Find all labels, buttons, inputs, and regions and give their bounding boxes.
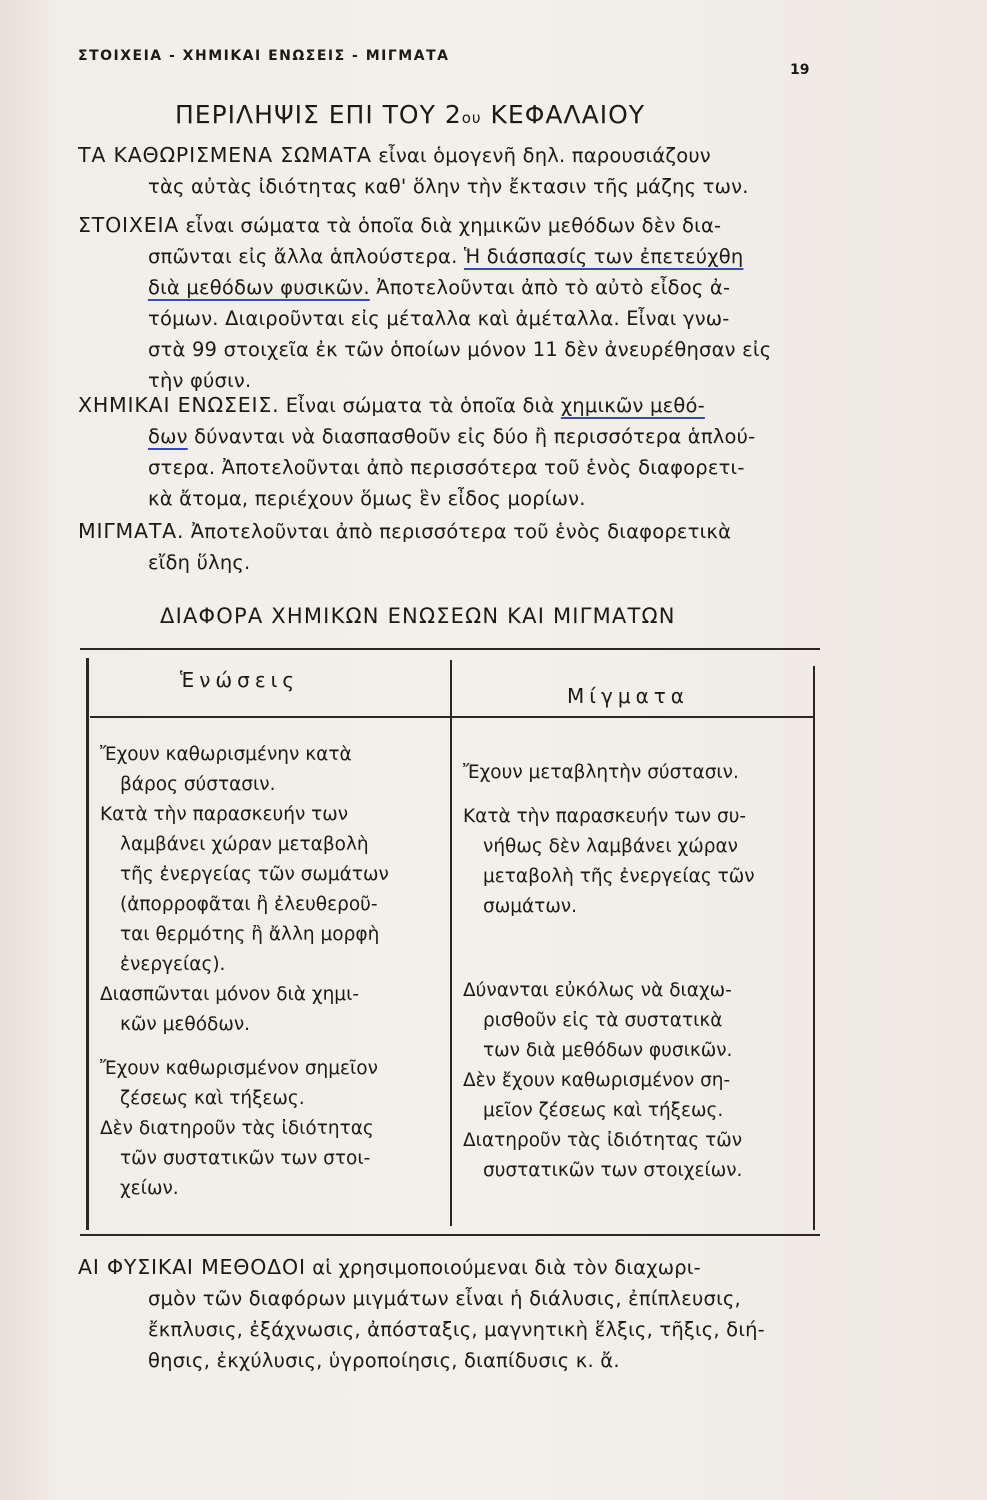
table-top-rule <box>80 648 820 650</box>
paragraph-line <box>78 272 820 303</box>
cell-line: Ἔχουν μεταβλητὴν σύστασιν. <box>463 762 739 783</box>
comparison-table <box>80 648 820 1238</box>
chapter-title-main: ΠΕΡΙΛΗΨΙΣ ΕΠΙ ΤΟΥ 2 <box>175 100 462 129</box>
paragraph-line: εἴδη ὕλης. <box>148 551 251 574</box>
term-chemical-compounds: ΧΗΜΙΚΑΙ ΕΝΩΣΕΙΣ. <box>78 393 280 417</box>
paragraph-line: εἶναι σώματα τὰ ὁποῖα διὰ χημικῶν μεθόδων δὲν δια- <box>179 214 722 237</box>
table-column-divider <box>450 660 452 1226</box>
chapter-title <box>175 100 735 129</box>
paragraph-line: τόμων. Διαιροῦνται εἰς μέταλλα καὶ ἀμέταλλα. Εἶναι γνω- <box>148 307 730 330</box>
cell-line: Δύνανται εὐκόλως νὰ διαχω- <box>463 980 732 1001</box>
paragraph-line: ἔκπλυσις, ἐξάχνωσις, ἀπόσταξις, μαγνητικὴ ἕλξις, τῆξις, διή- <box>148 1318 765 1341</box>
cell-line: Ἔχουν καθωρισμένην κατὰ <box>100 744 352 765</box>
cell-line: Ἔχουν καθωρισμένον σημεῖον <box>100 1058 378 1079</box>
paragraph-line <box>78 421 820 452</box>
running-head: ΣΤΟΙΧΕΙΑ - ΧΗΜΙΚΑΙ ΕΝΩΣΕΙΣ - ΜΙΓΜΑΤΑ <box>78 48 450 64</box>
column-header-compounds: Ἑνώσεις <box>180 668 300 692</box>
cell-line: βάρος σύστασιν. <box>120 774 276 795</box>
cell-line: Δὲν ἔχουν καθωρισμένον ση- <box>463 1070 731 1091</box>
cell-line: ται θερμότης ἢ ἄλλη μορφὴ <box>120 924 380 945</box>
cell-line: μεῖον ζέσεως καὶ τήξεως. <box>483 1100 724 1121</box>
cell-line: (ἀπορροφᾶται ἢ ἐλευθεροῦ- <box>120 894 378 915</box>
column-mixtures <box>463 758 808 1186</box>
paragraph-line: τὴν φύσιν. <box>148 369 252 392</box>
paragraph-physical-methods <box>78 1252 820 1376</box>
paragraph-line: αἱ χρησιμοποιούμεναι διὰ τὸν διαχωρι- <box>305 1256 701 1279</box>
cell-line: των διὰ μεθόδων φυσικῶν. <box>483 1040 733 1061</box>
cell-line: ἐνεργείας). <box>120 954 226 975</box>
paragraph-line: θησις, ἐκχύλυσις, ὑγροποίησις, διαπίδυσις κ. ἄ. <box>148 1349 620 1372</box>
cell-line: τῆς ἐνεργείας τῶν σωμάτων <box>120 864 389 885</box>
paragraph-line: στὰ 99 στοιχεῖα ἐκ τῶν ὁποίων μόνον 11 δὲν ἀνευρέθησαν εἰς <box>148 338 772 361</box>
cell-line: ρισθοῦν εἰς τὰ συστατικὰ <box>483 1010 723 1031</box>
paragraph-text: Ἀποτελοῦνται ἀπὸ τὸ αὐτὸ εἶδος ἀ- <box>369 276 731 299</box>
paragraph-mixtures <box>78 516 820 578</box>
cell-line: συστατικῶν των στοιχείων. <box>483 1160 743 1181</box>
cell-line: Διατηροῦν τὰς ἰδιότητας τῶν <box>463 1130 743 1151</box>
cell-line: κῶν μεθόδων. <box>120 1014 251 1035</box>
page-number: 19 <box>790 62 810 78</box>
table-bottom-rule <box>80 1234 820 1236</box>
paragraph-line: στερα. Ἀποτελοῦνται ἀπὸ περισσότερα τοῦ ἑνὸς διαφορετι- <box>148 456 745 479</box>
paragraph-line: κὰ ἄτομα, περιέχουν ὅμως ἓν εἶδος μορίων. <box>148 487 586 510</box>
table-left-border <box>86 658 89 1230</box>
cell-line: Κατὰ τὴν παρασκευήν των συ- <box>463 806 747 827</box>
column-header-mixtures: Μίγματα <box>567 684 689 708</box>
cell-line: σωμάτων. <box>483 896 578 917</box>
cell-line: λαμβάνει χώραν μεταβολὴ <box>120 834 369 855</box>
term-defined-bodies: ΤΑ ΚΑΘΩΡΙΣΜΕΝΑ ΣΩΜΑΤΑ <box>78 143 372 167</box>
cell-line: μεταβολὴ τῆς ἐνεργείας τῶν <box>483 866 755 887</box>
paragraph-text: δύνανται νὰ διασπασθοῦν εἰς δύο ἢ περισσότερα ἁπλού- <box>187 425 756 448</box>
paragraph-line <box>78 241 820 272</box>
paragraph-elements <box>78 210 820 396</box>
pen-underline: Ἡ διάσπασίς των ἐπετεύχθη <box>463 245 744 268</box>
cell-line: χείων. <box>120 1178 179 1199</box>
paragraph-line: τὰς αὐτὰς ἰδιότητας καθ' ὅλην τὴν ἔκτασιν τῆς μάζης των. <box>148 175 749 198</box>
term-physical-methods: ΑΙ ΦΥΣΙΚΑΙ ΜΕΘΟΔΟΙ <box>78 1255 306 1279</box>
cell-line: Διασπῶνται μόνον διὰ χημι- <box>100 984 359 1005</box>
cell-line: Κατὰ τὴν παρασκευήν των <box>100 804 349 825</box>
table-title: ΔΙΑΦΟΡΑ ΧΗΜΙΚΩΝ ΕΝΩΣΕΩΝ ΚΑΙ ΜΙΓΜΑΤΩΝ <box>160 604 676 628</box>
pen-underline: χημικῶν μεθό- <box>560 394 705 417</box>
chapter-title-ordinal: ου <box>461 109 482 127</box>
paragraph-line: Ἀποτελοῦνται ἀπὸ περισσότερα τοῦ ἑνὸς διαφορετικὰ <box>184 520 732 543</box>
term-mixtures: ΜΙΓΜΑΤΑ. <box>78 519 185 543</box>
cell-line: νήθως δὲν λαμβάνει χώραν <box>483 836 738 857</box>
paragraph-text: σπῶνται εἰς ἄλλα ἁπλούστερα. <box>148 245 464 268</box>
column-compounds <box>100 740 445 1204</box>
pen-underline: διὰ μεθόδων φυσικῶν. <box>148 276 370 299</box>
paragraph-line: σμὸν τῶν διαφόρων μιγμάτων εἶναι ἡ διάλυσις, ἐπίπλευσις, <box>148 1287 741 1310</box>
cell-line: ζέσεως καὶ τήξεως. <box>120 1088 305 1109</box>
paragraph-chemical-compounds <box>78 390 820 514</box>
paragraph-line: εἶναι ὁμογενῆ δηλ. παρουσιάζουν <box>371 144 711 167</box>
paragraph-text: Εἶναι σώματα τὰ ὁποῖα διὰ <box>279 394 561 417</box>
table-right-border <box>813 666 815 1230</box>
cell-line: τῶν συστατικῶν των στοι- <box>120 1148 371 1169</box>
cell-line: Δὲν διατηροῦν τὰς ἰδιότητας <box>100 1118 374 1139</box>
table-header-rule <box>90 716 814 718</box>
chapter-title-end: ΚΕΦΑΛΑΙΟΥ <box>481 100 646 129</box>
pen-underline: δων <box>148 425 188 448</box>
term-elements: ΣΤΟΙΧΕΙΑ <box>78 213 180 237</box>
paragraph-defined-bodies <box>78 140 820 202</box>
